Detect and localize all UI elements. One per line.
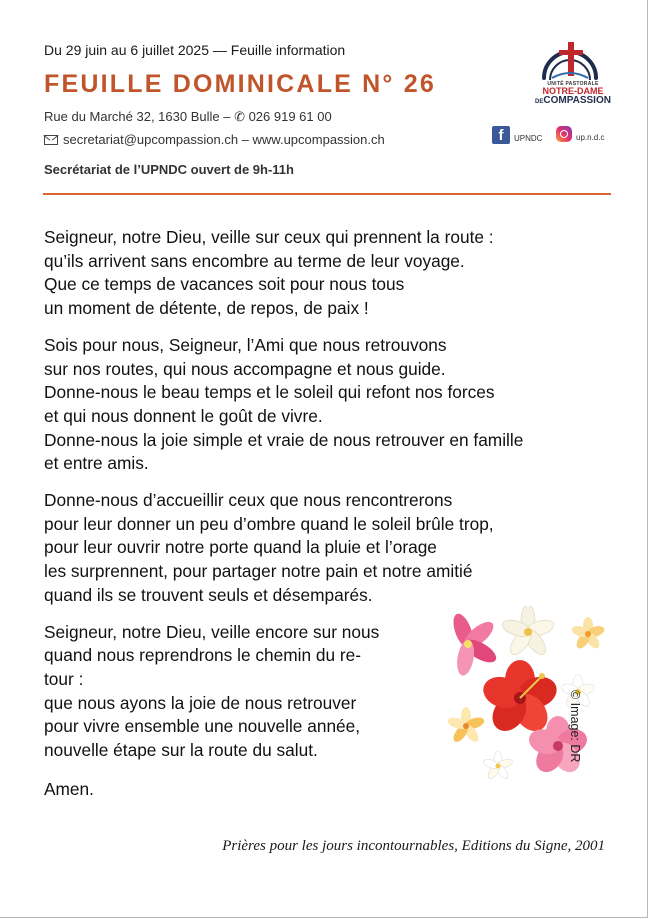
prayer-line: qu’ils arrivent sans encombre au terme de leur voyage. (44, 250, 465, 271)
prayer-line: que nous ayons la joie de nous retrouver (44, 692, 357, 713)
prayer-line: quand nous reprendrons le chemin du re- (44, 645, 362, 666)
prayer-line: quand ils se trouvent seuls et désemparés. (44, 584, 373, 605)
prayer-line: pour leur donner un peu d’ombre quand le soleil brûle trop, (44, 513, 494, 534)
prayer-line: et entre amis. (44, 453, 149, 474)
amen: Amen. (44, 778, 94, 799)
stanza (44, 226, 614, 321)
logo-line2-prefix: DE (535, 99, 544, 105)
logo-small-text: UNITÉ PASTORALE (547, 81, 599, 87)
stanza (44, 334, 614, 476)
prayer-line: Donne-nous le beau temps et le soleil qui refont nos forces (44, 382, 495, 403)
prayer-line: Sois pour nous, Seigneur, l’Ami que nous retrouvons (44, 334, 447, 355)
secretariat-hours: Secrétariat de l’UPNDC ouvert de 9h-11h (44, 162, 294, 177)
stanza (44, 489, 614, 608)
image-credit: © Image: DR (568, 690, 582, 763)
prayer-line: et qui nous donnent le goût de vivre. (44, 405, 323, 426)
prayer-line: nouvelle étape sur la route du salut. (44, 740, 318, 761)
prayer-line: sur nos routes, qui nous accompagne et nous guide. (44, 358, 446, 379)
prayer-line: Seigneur, notre Dieu, veille sur ceux qui prennent la route : (44, 227, 494, 247)
prayer-line: pour vivre ensemble une nouvelle année, (44, 716, 361, 737)
header-divider (43, 193, 611, 195)
logo-text (532, 82, 614, 106)
prayer-line: pour leur ouvrir notre porte quand la pluie et l’orage (44, 537, 437, 558)
page-title: FEUILLE DOMINICALE N° 26 (44, 70, 436, 98)
facebook-icon: f (492, 126, 510, 144)
prayer-line: les surprennent, pour partager notre pain et notre amitié (44, 561, 473, 582)
address-line: Rue du Marché 32, 1630 Bulle – ✆ 026 919 61 00 (44, 109, 332, 124)
citation: Prières pour les jours incontournables, Editions du Signe, 2001 (222, 838, 605, 854)
flowers-illustration (440, 606, 610, 786)
prayer-line: Que ce temps de vacances soit pour nous tous (44, 274, 405, 295)
date-line: Du 29 juin au 6 juillet 2025 — Feuille information (44, 42, 346, 58)
prayer-line: Donne-nous la joie simple et vraie de nous retrouver en famille (44, 429, 524, 450)
instagram-label: up.n.d.c (576, 132, 605, 142)
facebook-link[interactable] (492, 126, 542, 144)
logo-line1: NOTRE-DAME (542, 86, 604, 96)
logo-line2-main: COMPASSION (543, 95, 611, 106)
prayer-line: Donne-nous d’accueillir ceux que nous rencontrerons (44, 490, 453, 511)
header (44, 40, 614, 179)
prayer-line: tour : (44, 668, 84, 689)
prayer-line: Seigneur, notre Dieu, veille encore sur nous (44, 621, 380, 642)
contact-text[interactable]: secretariat@upcompassion.ch – www.upcompassion.ch (63, 132, 385, 147)
logo-line2 (532, 96, 614, 106)
mail-icon (44, 135, 58, 145)
instagram-icon (556, 126, 572, 142)
facebook-label: UPNDC (514, 133, 543, 143)
prayer-line: un moment de détente, de repos, de paix ! (44, 298, 369, 319)
instagram-link[interactable] (556, 126, 604, 142)
